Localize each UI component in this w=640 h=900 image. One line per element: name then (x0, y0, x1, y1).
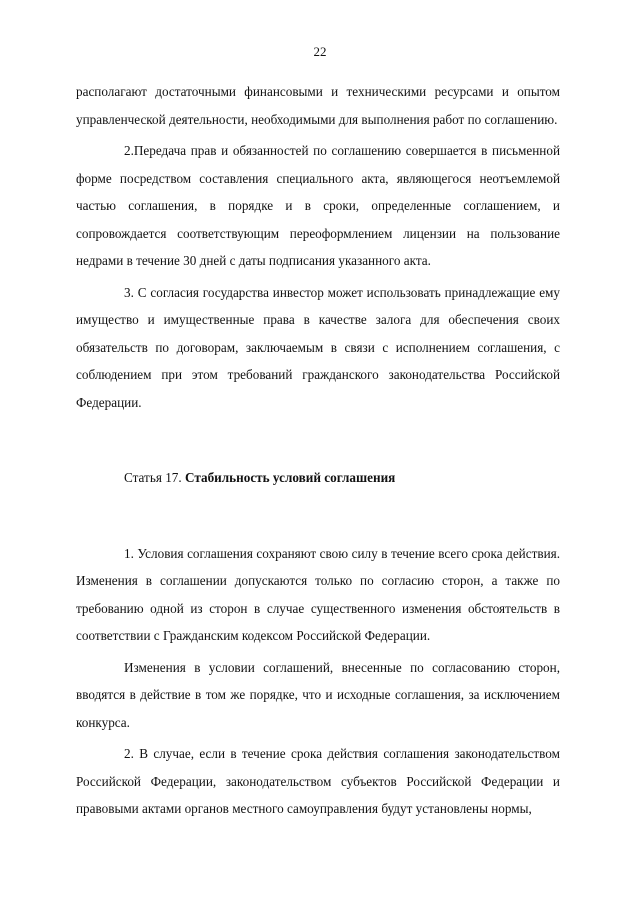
paragraph-legislation-changes: 2. В случае, если в течение срока действия соглашения законодательством Российской Федерации, законодательством субъектов Российской Федерации и правовыми актами органов местного самоуправления будут установлены нормы, (76, 746, 560, 816)
article-heading (124, 464, 560, 492)
page-number: 22 (313, 44, 327, 59)
paragraph-transfer-of-rights: 2.Передача прав и обязанностей по соглашению совершается в письменной форме посредством составления специального акта, являющегося неотъемлемой частью соглашения, в порядке и в сроки, определенные соглашением, и сопровождается соответствующим переоформлением лицензии на пользование недрами в течение 30 дней с даты подписания указанного акта. (76, 143, 560, 268)
document-body (76, 78, 560, 823)
paragraph-continuation: располагают достаточными финансовыми и техническими ресурсами и опытом управленческой деятельности, необходимыми для выполнения работ по соглашению. (76, 84, 560, 127)
paragraph-conditions-stability: 1. Условия соглашения сохраняют свою силу в течение всего срока действия. Изменения в соглашении допускаются только по согласию сторон, а также по требованию одной из сторон в случае существенного изменения обстоятельств в соответствии с Гражданским кодексом Российской Федерации. (76, 545, 560, 643)
paragraph-changes-in-force: Изменения в условии соглашений, внесенные по согласованию сторон, вводятся в действие в том же порядке, что и исходные соглашения, за исключением конкурса. (76, 659, 560, 730)
paragraph-pledge: 3. С согласия государства инвестор может использовать принадлежащие ему имущество и имущественные права в качестве залога для обеспечения своих обязательств по договорам, заключаемым в связи с исполнением соглашения, с соблюдением при этом требований гражданского законодательства Российской Федерации. (76, 284, 560, 410)
article-label: Статья 17. (124, 470, 182, 485)
article-title: Стабильность условий соглашения (184, 470, 396, 485)
